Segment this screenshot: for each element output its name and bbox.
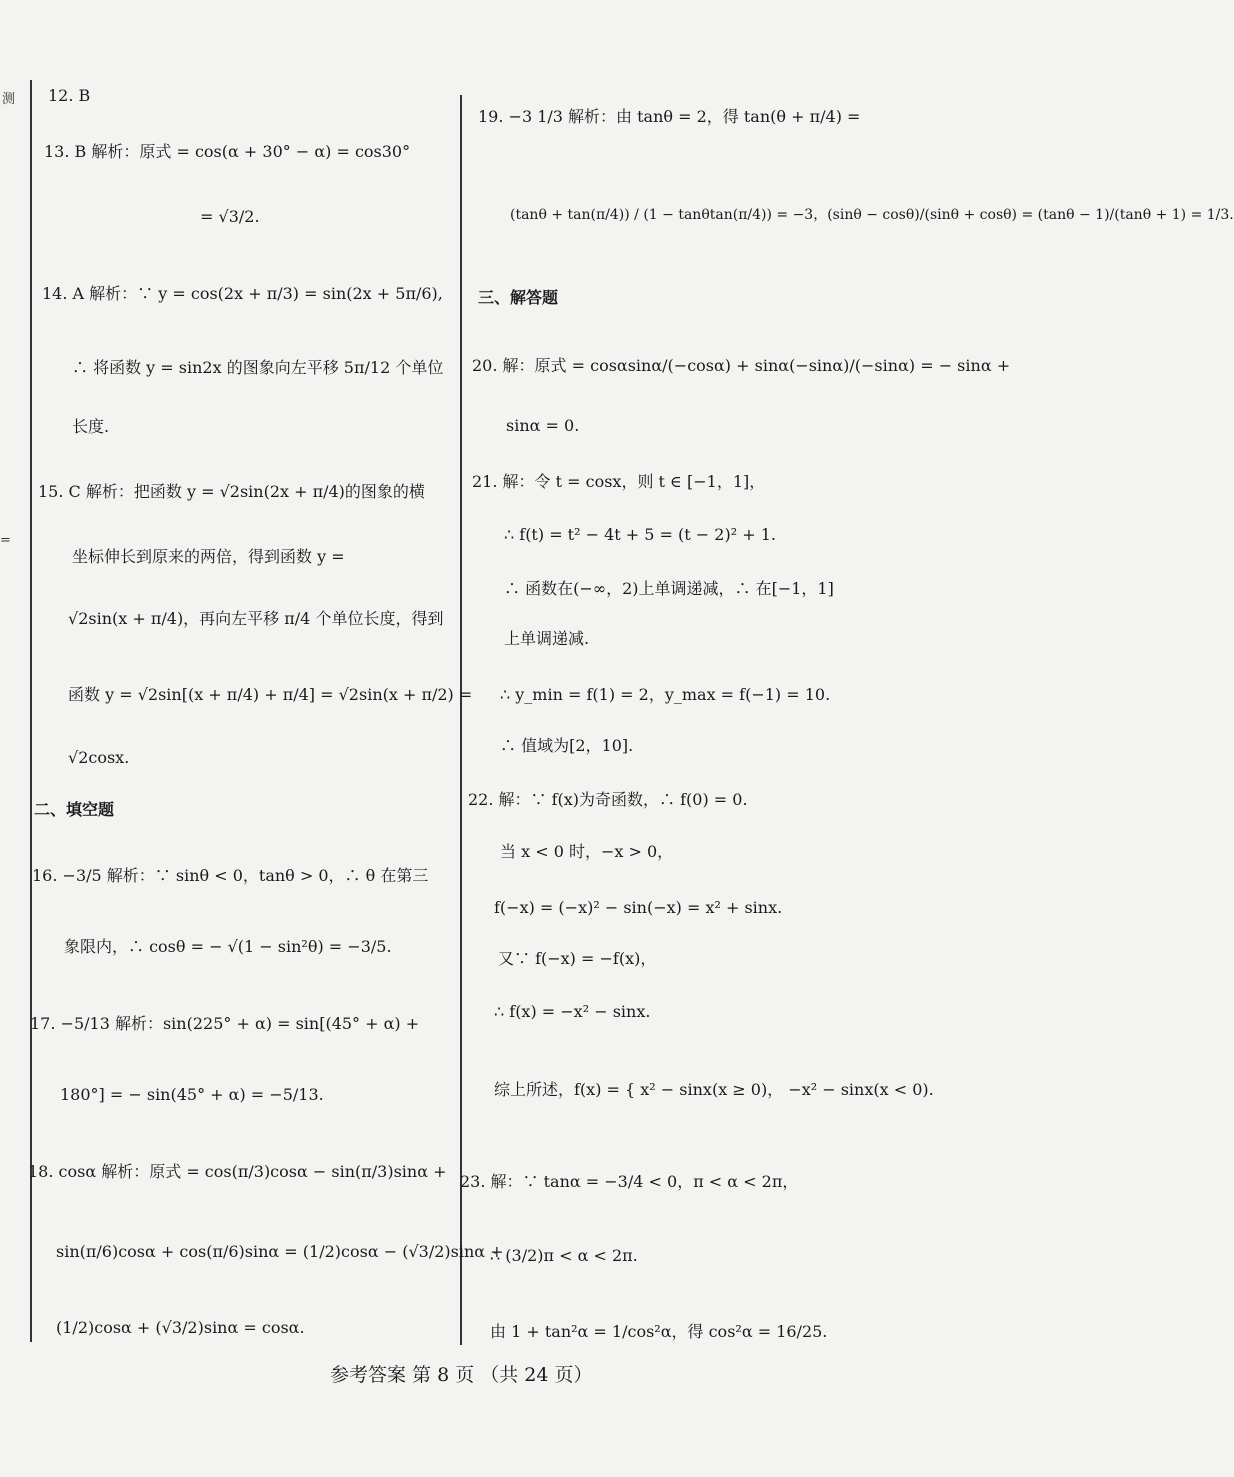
answer-line: 长度. xyxy=(72,417,110,436)
answer-line: 又∵ f(−x) = −f(x)， xyxy=(498,949,657,968)
answer-line: 16. −3/5 解析：∵ sinθ < 0，tanθ > 0，∴ θ 在第三 xyxy=(32,866,429,885)
answer-line: ∴ y_min = f(1) = 2，y_max = f(−1) = 10. xyxy=(500,685,831,704)
answer-line: sin(π/6)cosα + cos(π/6)sinα = (1/2)cosα − (√3/2)sinα + xyxy=(56,1242,504,1261)
answer-line: 15. C 解析：把函数 y = √2sin(2x + π/4)的图象的横 xyxy=(38,482,425,501)
answer-line: 20. 解：原式 = cosαsinα/(−cosα) + sinα(−sinα)/(−sinα) = − sinα + xyxy=(472,356,1011,375)
answer-line: 21. 解：令 t = cosx，则 t ∈ [−1，1]， xyxy=(472,472,766,491)
section-heading: 三、解答题 xyxy=(478,288,559,307)
answer-line: 当 x < 0 时，−x > 0， xyxy=(500,842,674,861)
answer-line: 19. −3 1/3 解析：由 tanθ = 2，得 tan(θ + π/4) = xyxy=(478,107,861,126)
answer-line: 22. 解：∵ f(x)为奇函数，∴ f(0) = 0. xyxy=(468,790,748,809)
column-divider xyxy=(460,95,462,1345)
answer-line: 象限内，∴ cosθ = − √(1 − sin²θ) = −3/5. xyxy=(64,937,392,956)
margin-mark-mid: = xyxy=(0,533,11,548)
answer-line: ∴ 值域为[2，10]. xyxy=(500,736,634,755)
section-heading: 二、填空题 xyxy=(34,800,115,819)
answer-line: 12. B xyxy=(48,86,91,105)
answer-line: 函数 y = √2sin[(x + π/4) + π/4] = √2sin(x + π/2) = xyxy=(68,685,473,704)
answer-line: 综上所述，f(x) = { x² − sinx(x ≥ 0)， −x² − sinx(x < 0). xyxy=(494,1080,934,1099)
answer-line: (1/2)cosα + (√3/2)sinα = cosα. xyxy=(56,1318,305,1337)
answer-line: sinα = 0. xyxy=(506,416,580,435)
answer-line: 18. cosα 解析：原式 = cos(π/3)cosα − sin(π/3)sinα + xyxy=(28,1162,447,1181)
answer-line: = √3/2. xyxy=(200,207,260,226)
answer-line: 180°] = − sin(45° + α) = −5/13. xyxy=(60,1085,324,1104)
answer-line: ∴ (3/2)π < α < 2π. xyxy=(490,1246,638,1265)
answer-line: ∴ 将函数 y = sin2x 的图象向左平移 5π/12 个单位 xyxy=(72,358,444,377)
page-footer: 参考答案 第 8 页 （共 24 页） xyxy=(330,1364,593,1386)
answer-line: 上单调递减. xyxy=(504,629,590,648)
answer-line: 坐标伸长到原来的两倍，得到函数 y = xyxy=(72,547,345,566)
answer-line: 17. −5/13 解析：sin(225° + α) = sin[(45° + α) + xyxy=(30,1014,420,1033)
answer-line: ∴ f(x) = −x² − sinx. xyxy=(494,1002,651,1021)
margin-mark-top: 测 xyxy=(2,92,16,107)
answer-line: √2sin(x + π/4)，再向左平移 π/4 个单位长度，得到 xyxy=(68,609,444,628)
answer-line: 13. B 解析：原式 = cos(α + 30° − α) = cos30° xyxy=(44,142,411,161)
answer-line: √2cosx. xyxy=(68,748,130,767)
answer-line: f(−x) = (−x)² − sin(−x) = x² + sinx. xyxy=(494,898,783,917)
answer-line: (tanθ + tan(π/4)) / (1 − tanθtan(π/4)) = −3，(sinθ − cosθ)/(sinθ + cosθ) = (tanθ − 1)/(tanθ + 1) = 1/3. xyxy=(510,207,1234,223)
answer-line: 由 1 + tan²α = 1/cos²α，得 cos²α = 16/25. xyxy=(490,1322,828,1341)
answer-line: 14. A 解析：∵ y = cos(2x + π/3) = sin(2x + 5π/6), xyxy=(42,284,443,303)
answer-line: ∴ 函数在(−∞，2)上单调递减，∴ 在[−1，1] xyxy=(504,579,834,598)
answer-line: ∴ f(t) = t² − 4t + 5 = (t − 2)² + 1. xyxy=(504,525,776,544)
answer-line: 23. 解：∵ tanα = −3/4 < 0，π < α < 2π， xyxy=(460,1172,799,1191)
left-margin-rule xyxy=(30,80,32,1342)
